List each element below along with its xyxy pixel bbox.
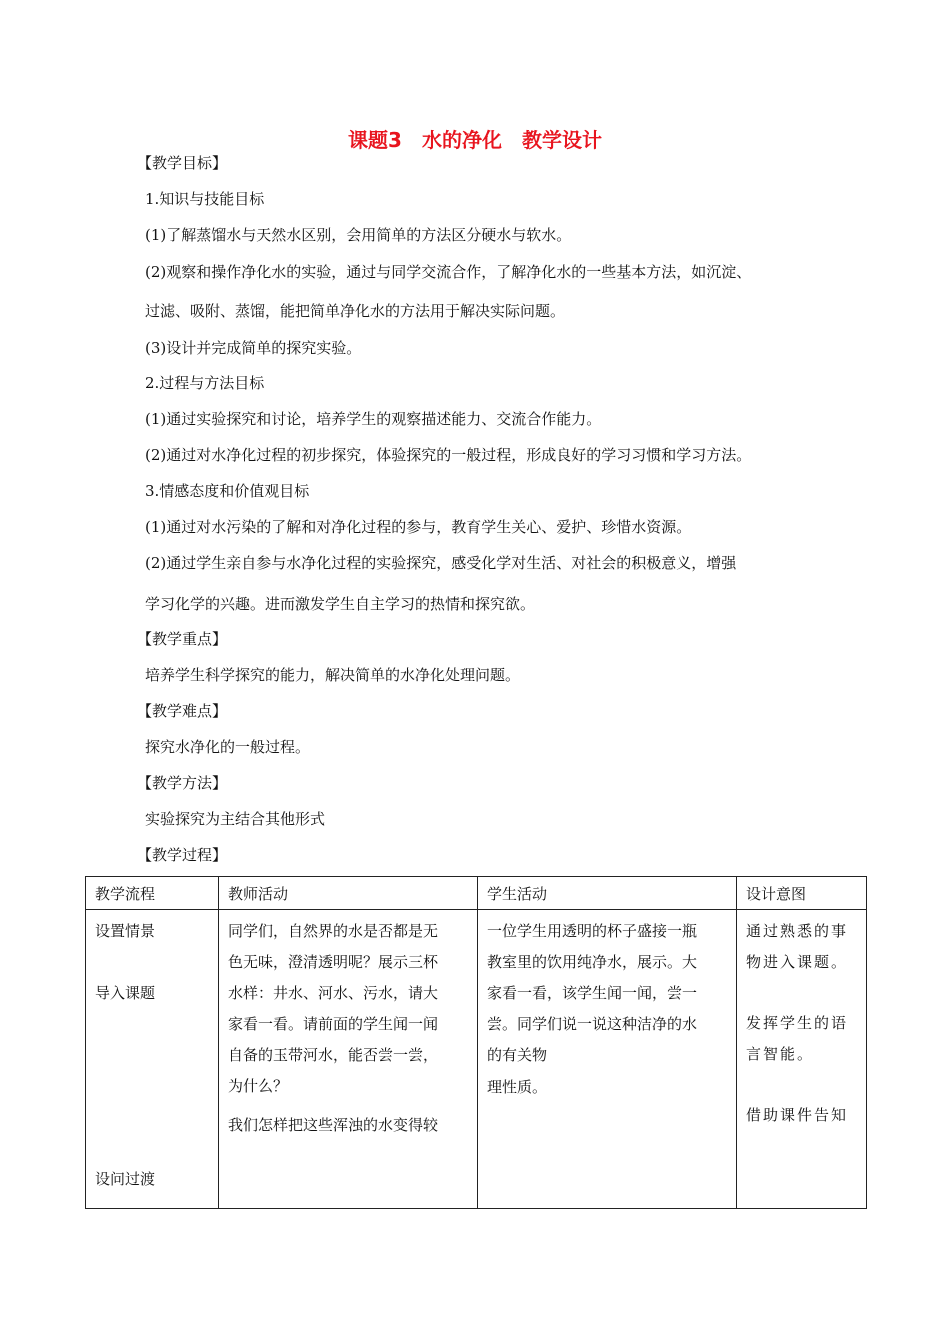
column-header: 教学流程 <box>86 877 219 910</box>
key-point-text: 培养学生科学探究的能力，解决简单的水净化处理问题。 <box>145 666 521 684</box>
section-heading-method: 【教学方法】 <box>137 774 228 792</box>
objective-text: (1)通过实验探究和讨论，培养学生的观察描述能力、交流合作能力。 <box>145 410 602 428</box>
teacher-activity-cell <box>219 910 478 1209</box>
flow-step: 设问过渡 <box>95 1170 156 1188</box>
objective-text: (2)通过对水净化过程的初步探究，体验探究的一般过程，形成良好的学习习惯和学习方法。 <box>145 446 752 464</box>
section-heading-difficulty: 【教学难点】 <box>137 702 228 720</box>
teacher-line: 为什么？ <box>228 1077 289 1095</box>
objective-text: (2)观察和操作净化水的实验，通过与同学交流合作，了解净化水的一些基本方法，如沉淀、 <box>145 263 752 281</box>
section-heading-key-point: 【教学重点】 <box>137 630 228 648</box>
section-heading-process: 【教学过程】 <box>137 846 228 864</box>
teacher-line: 自备的玉带河水，能否尝一尝， <box>228 1046 439 1064</box>
column-header: 学生活动 <box>478 877 737 910</box>
objective-text: 学习化学的兴趣。进而激发学生自主学习的热情和探究欲。 <box>145 595 536 613</box>
objective-text: (2)通过学生亲自参与水净化过程的实验探究，感受化学对生活、对社会的积极意义，增强 <box>145 554 737 572</box>
student-line: 的有关物 <box>487 1046 548 1064</box>
teacher-line: 色无味，澄清透明呢？展示三杯 <box>228 953 439 971</box>
column-header: 设计意图 <box>737 877 867 910</box>
section-heading-objectives: 【教学目标】 <box>137 154 228 172</box>
flow-cell <box>86 910 219 1209</box>
teacher-line: 水样：井水、河水、污水，请大 <box>228 984 439 1002</box>
flow-step: 设置情景 <box>95 922 156 940</box>
student-activity-cell <box>478 910 737 1209</box>
student-line: 理性质。 <box>487 1078 548 1096</box>
intent-line: 发挥学生的语 <box>746 1014 849 1032</box>
table-row <box>86 910 867 1209</box>
intent-line: 通过熟悉的事 <box>746 922 849 940</box>
difficulty-text: 探究水净化的一般过程。 <box>145 738 311 756</box>
teaching-process-table <box>85 876 867 1209</box>
teacher-line: 同学们，自然界的水是否都是无 <box>228 922 439 940</box>
intent-line: 借助课件告知 <box>746 1106 849 1124</box>
student-line: 家看一看，该学生闻一闻，尝一 <box>487 984 698 1002</box>
student-line: 教室里的饮用纯净水，展示。大 <box>487 953 698 971</box>
student-line: 一位学生用透明的杯子盛接一瓶 <box>487 922 698 940</box>
objective-text: (1)了解蒸馏水与天然水区别，会用简单的方法区分硬水与软水。 <box>145 226 572 244</box>
table-header-row <box>86 877 867 910</box>
subsection-process: 2.过程与方法目标 <box>145 374 265 392</box>
column-header: 教师活动 <box>219 877 478 910</box>
subsection-attitude: 3.情感态度和价值观目标 <box>145 482 310 500</box>
objective-text: (1)通过对水污染的了解和对净化过程的参与，教育学生关心、爱护、珍惜水资源。 <box>145 518 692 536</box>
teacher-line: 我们怎样把这些浑浊的水变得较 <box>228 1116 439 1134</box>
subsection-knowledge: 1.知识与技能目标 <box>145 190 265 208</box>
flow-step: 导入课题 <box>95 984 156 1002</box>
objective-text: (3)设计并完成简单的探究实验。 <box>145 339 362 357</box>
method-text: 实验探究为主结合其他形式 <box>145 810 326 828</box>
intent-line: 物进入课题。 <box>746 953 849 971</box>
student-line: 尝。同学们说一说这种洁净的水 <box>487 1015 698 1033</box>
objective-text: 过滤、吸附、蒸馏，能把简单净化水的方法用于解决实际问题。 <box>145 302 566 320</box>
document-title: 课题3 水的净化 教学设计 <box>348 128 602 152</box>
intent-line: 言智能。 <box>746 1045 815 1063</box>
teacher-line: 家看一看。请前面的学生闻一闻 <box>228 1015 439 1033</box>
design-intent-cell <box>737 910 867 1209</box>
